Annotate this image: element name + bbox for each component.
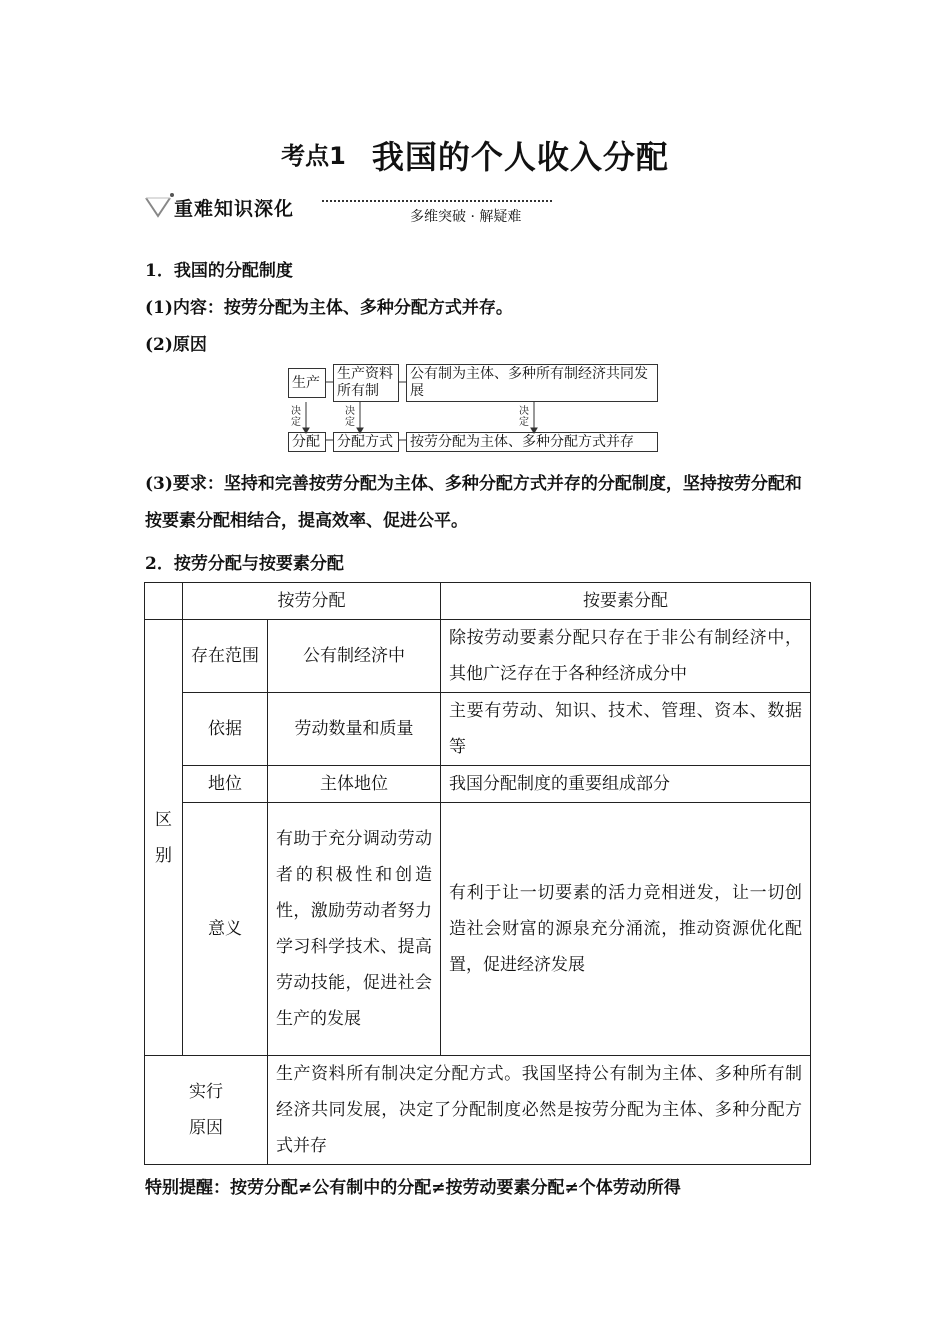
table-header-row <box>145 583 811 620</box>
table-corner-cell <box>145 583 183 620</box>
banner-dotted-line <box>322 200 552 202</box>
row-factor-value: 我国分配制度的重要组成部分 <box>441 766 811 803</box>
comparison-table <box>144 582 811 1165</box>
banner-subtitle: 多维突破 · 解疑难 <box>410 209 522 225</box>
section1-content: (1)内容：按劳分配为主体、多种分配方式并存。 <box>145 298 513 318</box>
table-row <box>145 1056 811 1165</box>
table-row <box>145 766 811 803</box>
row-label: 依据 <box>183 693 268 766</box>
row-label: 意义 <box>183 803 268 1056</box>
header-factor: 按要素分配 <box>441 583 811 620</box>
page-title <box>0 132 950 178</box>
diagram-box-production: 生产 <box>288 368 326 398</box>
reason-text: 生产资料所有制决定分配方式。我国坚持公有制为主体、多种所有制经济共同发展，决定了分配制度必然是按劳分配为主体、多种分配方式并存 <box>268 1056 811 1165</box>
diagram-box-ownership-structure: 公有制为主体、多种所有制经济共同发展 <box>406 364 658 402</box>
section1-heading: 1．我国的分配制度 <box>145 261 293 281</box>
row-factor-value: 主要有劳动、知识、技术、管理、资本、数据等 <box>441 693 811 766</box>
group-label-difference: 区别 <box>145 620 183 1056</box>
row-label: 地位 <box>183 766 268 803</box>
row-labor-value: 主体地位 <box>268 766 441 803</box>
special-note: 特别提醒：按劳分配≠公有制中的分配≠按劳动要素分配≠个体劳动所得 <box>145 1178 681 1198</box>
row-factor-value: 除按劳动要素分配只存在于非公有制经济中，其他广泛存在于各种经济成分中 <box>441 620 811 693</box>
section1-reason: (2)原因 <box>145 335 207 355</box>
diagram-box-distribution-system: 按劳分配为主体、多种分配方式并存 <box>406 432 658 452</box>
row-label: 存在范围 <box>183 620 268 693</box>
row-labor-value: 有助于充分调动劳动者的积极性和创造性，激励劳动者努力学习科学技术、提高劳动技能，促进社会生产的发展 <box>268 803 441 1056</box>
table-row <box>145 803 811 1056</box>
reason-diagram <box>288 362 662 454</box>
diagram-label-decide: 决定 <box>519 406 529 428</box>
section-banner <box>144 192 564 232</box>
title-main: 我国的个人收入分配 <box>371 138 669 176</box>
diagram-label-decide: 决定 <box>345 406 355 428</box>
diagram-box-distribution-mode: 分配方式 <box>333 432 399 452</box>
table-row <box>145 693 811 766</box>
reason-label: 实行原因 <box>145 1056 268 1165</box>
banner-title: 重难知识深化 <box>174 198 295 220</box>
row-labor-value: 劳动数量和质量 <box>268 693 441 766</box>
section2-heading: 2．按劳分配与按要素分配 <box>145 554 344 574</box>
diagram-label-decide: 决定 <box>291 406 301 428</box>
title-prefix: 考点1 <box>281 142 346 170</box>
row-factor-value: 有利于让一切要素的活力竞相迸发，让一切创造社会财富的源泉充分涌流，推动资源优化配置，促进经济发展 <box>441 803 811 1056</box>
header-labor: 按劳分配 <box>183 583 441 620</box>
section1-requirement: (3)要求：坚持和完善按劳分配为主体、多种分配方式并存的分配制度，坚持按劳分配和按要素分配相结合，提高效率、促进公平。 <box>145 474 802 531</box>
row-labor-value: 公有制经济中 <box>268 620 441 693</box>
diagram-box-distribution: 分配 <box>288 432 326 452</box>
table-row <box>145 620 811 693</box>
diagram-box-ownership: 生产资料所有制 <box>333 364 399 402</box>
